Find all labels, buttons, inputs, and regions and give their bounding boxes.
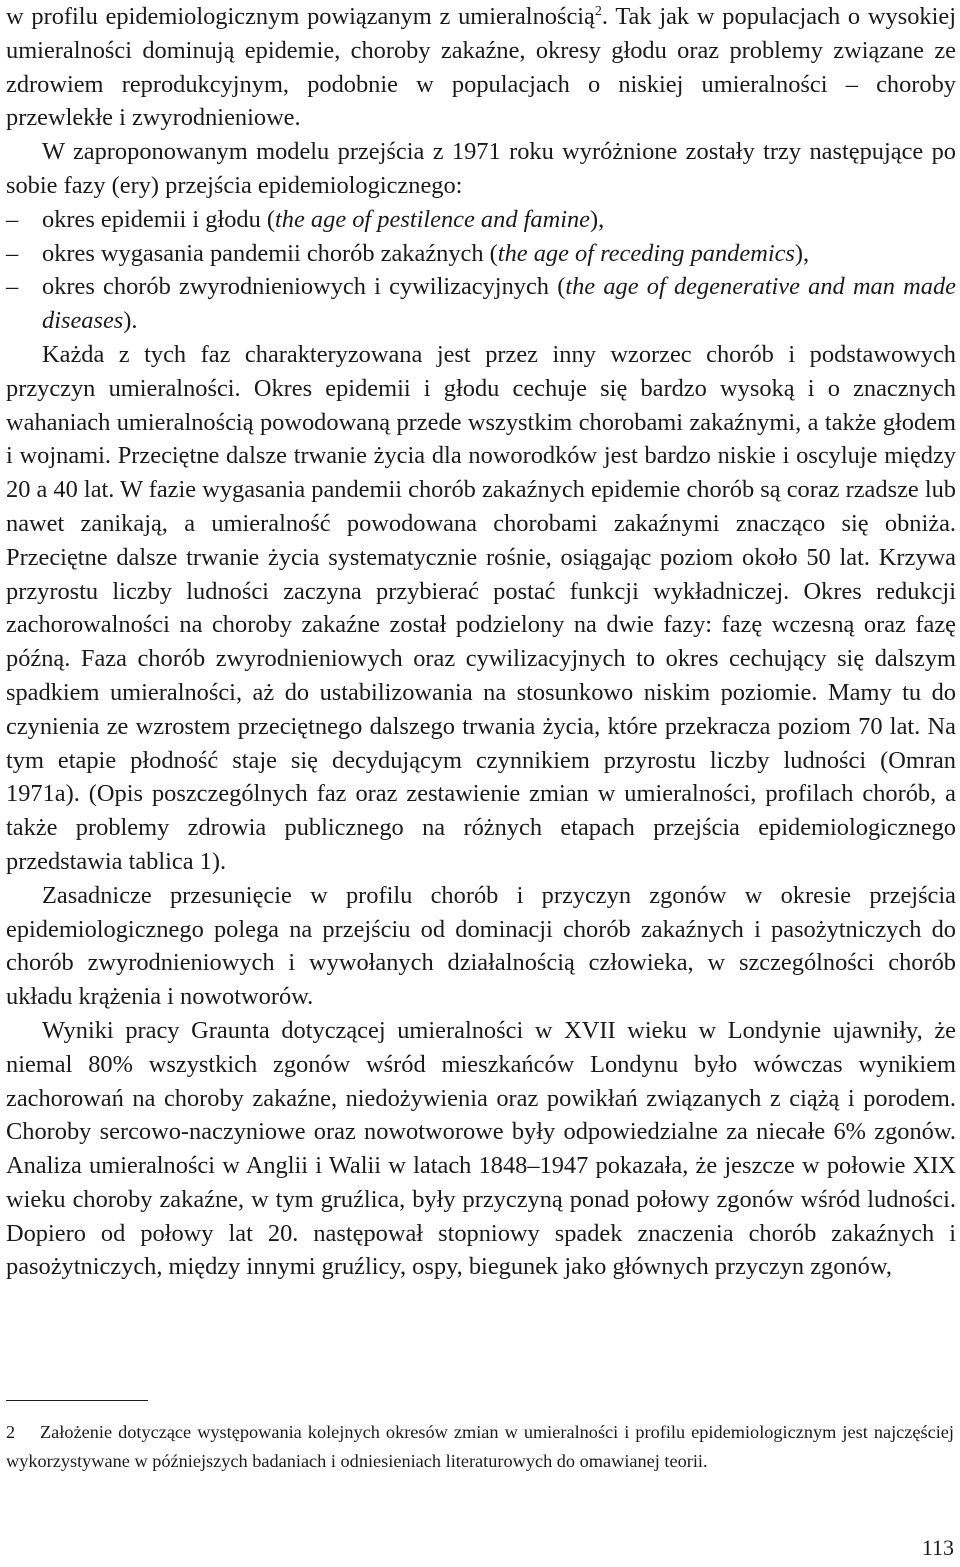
dash-bullet: – bbox=[6, 273, 19, 301]
list-item-text: okres wygasania pandemii chorób zakaźnych ( bbox=[42, 239, 498, 267]
footnote-text: Założenie dotyczące występowania kolejnych okresów zmian w umieralności i profilu epidemiologicznym jest najczęściej wykorzystywane w późniejszych badaniach i odniesieniach literaturowych do omawianej teorii. bbox=[6, 1422, 954, 1471]
footnote-number: 2 bbox=[6, 1422, 16, 1442]
list-item-text: okres chorób zwyrodnieniowych i cywilizacyjnych ( bbox=[42, 273, 566, 301]
list-item bbox=[6, 270, 956, 338]
paragraph-3: Każda z tych faz charakteryzowana jest przez inny wzorzec chorób i podstawowych przyczyn umieralności. Okres epidemii i głodu cechuje się bardzo wysoką i o znacznych wahaniach umieralnością powodowaną przede wszystkim chorobami zakaźnymi, a także głodem i wojnami. Przeciętne dalsze trwanie życia dla noworodków jest bardzo niskie i oscyluje między 20 a 40 lat. W fazie wygasania pandemii chorób zakaźnych epidemie chorób są coraz rzadsze lub nawet zanikają, a umieralność powodowana chorobami zakaźnymi znacząco się obniża. Przeciętne dalsze trwanie życia systematycznie rośnie, osiągając poziom około 50 lat. Krzywa przyrostu liczby ludności zaczyna przybierać postać funkcji wykładniczej. Okres redukcji zachorowalności na choroby zakaźne został podzielony na dwie fazy: fazę wczesną oraz fazę późną. Faza chorób zwyrodnieniowych oraz cywilizacyjnych to okres cechujący się dalszym spadkiem umieralności, aż do ustabilizowania na stosunkowo niskim poziomie. Mamy tu do czynienia ze wzrostem przeciętnego dalszego trwania życia, które przekracza poziom 70 lat. Na tym etapie płodność staje się decydującym czynnikiem przyrostu liczby ludności (Omran 1971a). (Opis poszczególnych faz oraz zestawienie zmian w umieralności, profilach chorób, a także problemy zdrowia publicznego na różnych etapach przejścia epidemiologicznego przedstawia tablica 1). bbox=[6, 340, 956, 875]
list-item bbox=[6, 237, 956, 271]
dash-bullet: – bbox=[6, 239, 19, 267]
list-item-english-term: the age of degenerative and man made diseases bbox=[42, 273, 957, 335]
footnote bbox=[6, 1418, 954, 1476]
list-item-text: okres epidemii i głodu ( bbox=[42, 205, 276, 233]
phase-list bbox=[6, 203, 956, 338]
page-number: 113 bbox=[921, 1535, 954, 1560]
list-item-end: ). bbox=[123, 307, 138, 335]
list-item bbox=[6, 203, 956, 237]
dash-bullet: – bbox=[6, 205, 19, 233]
list-item-end: ), bbox=[794, 239, 810, 267]
footnote-reference[interactable]: 2 bbox=[594, 3, 602, 19]
list-item-english-term: the age of pestilence and famine bbox=[275, 205, 590, 233]
list-item-english-term: the age of receding pandemics bbox=[497, 239, 795, 267]
main-text bbox=[6, 0, 956, 1284]
paragraph-1-text-continued: . Tak jak w populacjach o wysokiej umieralności dominują epidemie, choroby zakaźne, okresy głodu oraz problemy związane ze zdrowiem reprodukcyjnym, podobnie w populacjach o niskiej umieralności – choroby przewlekłe i zwyrodnieniowe. bbox=[6, 3, 956, 132]
paragraph-4: Zasadnicze przesunięcie w profilu chorób i przyczyn zgonów w okresie przejścia epidemiologicznego polega na przejściu od dominacji chorób zakaźnych i pasożytniczych do chorób zwyrodnieniowych i wywołanych działalnością człowieka, w szczególności chorób układu krążenia i nowotworów. bbox=[6, 881, 956, 1011]
paragraph-2: W zaproponowanym modelu przejścia z 1971 roku wyróżnione zostały trzy następujące po sobie fazy (ery) przejścia epidemiologicznego: bbox=[6, 138, 956, 199]
page bbox=[6, 0, 956, 1284]
list-item-end: ), bbox=[590, 205, 605, 233]
paragraph-5: Wyniki pracy Graunta dotyczącej umieralności w XVII wieku w Londynie ujawniły, że niemal 80% wszystkich zgonów wśród mieszkańców Londynu było wówczas wynikiem zachorowań na choroby zakaźne, niedożywienia oraz powikłań związanych z ciążą i porodem. Choroby sercowo-naczyniowe oraz nowotworowe były odpowiedzialne za niecałe 6% zgonów. Analiza umieralności w Anglii i Walii w latach 1848–1947 pokazała, że jeszcze w połowie XIX wieku choroby zakaźne, w tym gruźlica, były przyczyną ponad połowy zgonów wśród ludności. Dopiero od połowy lat 20. następował stopniowy spadek znaczenia chorób zakaźnych i pasożytniczych, między innymi gruźlicy, ospy, biegunek jako głównych przyczyn zgonów, bbox=[6, 1016, 956, 1281]
footnote-separator bbox=[6, 1400, 148, 1401]
paragraph-1 bbox=[6, 0, 956, 135]
paragraph-1-text: w profilu epidemiologicznym powiązanym z umieralnością bbox=[6, 3, 595, 30]
